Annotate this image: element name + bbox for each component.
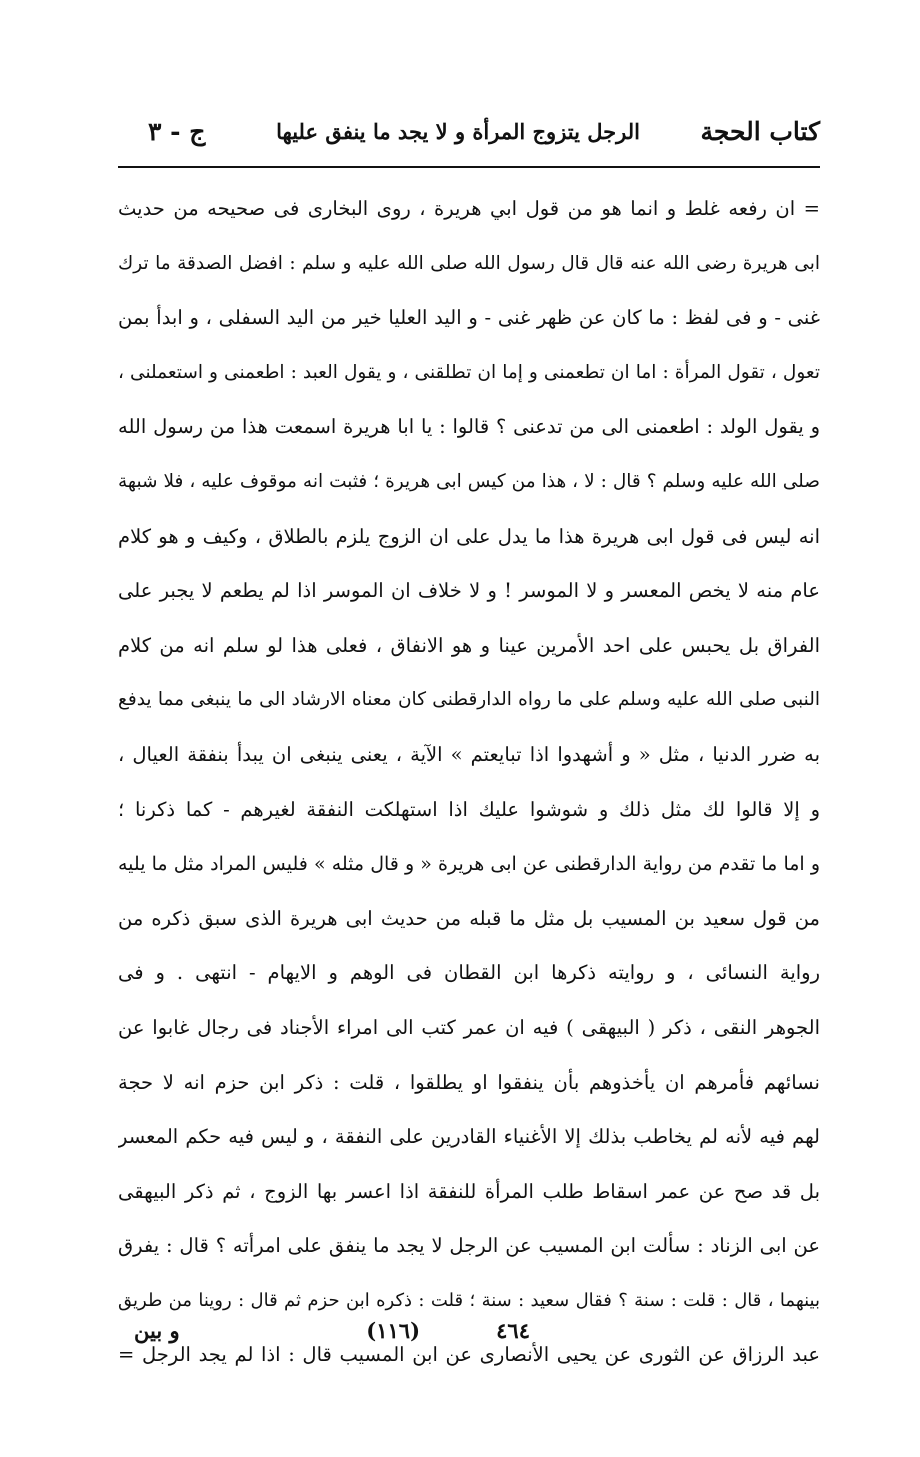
body-text — [118, 182, 820, 1383]
text-line: تعول ، تقول المرأة : اما ان تطعمنى و إما ان تطلقنى ، و يقول العبد : اطعمنى و استعملنى ، — [118, 361, 820, 383]
text-line: الفراق بل يحبس على احد الأمرين عينا و هو الانفاق ، فعلى هذا لو سلم انه من كلام — [118, 633, 820, 657]
running-header — [118, 100, 820, 160]
text-line: = ان رفعه غلط و انما هو من قول ابي هريرة ، روى البخارى فى صحيحه من حديث — [118, 197, 820, 220]
header-topic: الرجل يتزوج المرأة و لا يجد ما ينفق عليها — [276, 119, 640, 144]
text-line: عام منه لا يخص المعسر و لا الموسر ! و لا خلاف ان الموسر اذا لم يطعم لا يجبر على — [118, 579, 820, 603]
text-line: نسائهم فأمرهم ان يأخذوهم بأن ينفقوا او يطلقوا ، قلت : ذكر ابن حزم انه لا حجة — [118, 1070, 820, 1094]
text-line: و اما ما تقدم من رواية الدارقطنى عن ابى هريرة « و قال مثله » فليس المراد مثل ما يليه — [118, 853, 820, 876]
text-line: عبد الرزاق عن الثورى عن يحيى الأنصارى عن ابن المسيب قال : اذا لم يجد الرجل = — [118, 1343, 820, 1367]
header-book-title: كتاب الحجة — [700, 117, 820, 146]
signature-mark: (١١٦) — [366, 1318, 420, 1343]
text-line: لهم فيه لأنه لم يخاطب بذلك إلا الأغنياء القادرين على النفقة ، و ليس فيه حكم المعسر — [118, 1125, 820, 1149]
text-line: بينهما ، قال : قلت : سنة ؟ فقال سعيد : سنة ؛ قلت : ذكره ابن حزم ثم قال : روينا من طريق — [118, 1289, 820, 1311]
text-line: من قول سعيد بن المسيب بل مثل ما قبله من حديث ابى هريرة الذى سبق ذكره من — [118, 906, 820, 930]
header-volume: ج - ٣ — [148, 117, 206, 146]
page-footer — [118, 1310, 820, 1354]
text-line: عن ابى الزناد : سألت ابن المسيب عن الرجل لا يجد ما ينفق على امرأته ؟ قال : يفرق — [118, 1234, 820, 1258]
page-number: ٤٦٤ — [496, 1318, 530, 1343]
text-line: بل قد صح عن عمر اسقاط طلب المرأة للنفقة اذا اعسر بها الزوج ، ثم ذكر البيهقى — [118, 1179, 820, 1203]
text-line: غنى - و فى لفظ : ما كان عن ظهر غنى - و اليد العليا خير من اليد السفلى ، و ابدأ بمن — [118, 306, 820, 330]
text-line: صلى الله عليه وسلم ؟ قال : لا ، هذا من كيس ابى هريرة ؛ فثبت انه موقوف عليه ، فلا شبهة — [118, 470, 820, 492]
text-line: به ضرر الدنيا ، مثل « و أشهدوا اذا تبايعتم » الآية ، يعنى ينبغى ان يبدأ بنفقة العيال ، — [118, 742, 820, 766]
text-line: و يقول الولد : اطعمنى الى من تدعنى ؟ قالوا : يا ابا هريرة اسمعت هذا من رسول الله — [118, 415, 820, 439]
text-line: انه ليس فى قول ابى هريرة هذا ما يدل على ان الزوج يلزم بالطلاق ، وكيف و هو كلام — [118, 524, 820, 548]
catchword: و بين — [134, 1318, 180, 1343]
text-line: و إلا قالوا لك مثل ذلك و شوشوا عليك اذا استهلكت النفقة لغيرهم - كما ذكرنا ؛ — [118, 797, 820, 821]
header-rule — [118, 166, 820, 168]
text-line: رواية النسائى ، و روايته ذكرها ابن القطان فى الوهم و الايهام - انتهى . و فى — [118, 961, 820, 985]
text-line: النبى صلى الله عليه وسلم على ما رواه الدارقطنى كان معناه الارشاد الى ما ينبغى مما يدفع — [118, 689, 820, 711]
text-line: ابى هريرة رضى الله عنه قال قال رسول الله صلى الله عليه و سلم : افضل الصدقة ما ترك — [118, 252, 820, 274]
text-line: الجوهر النقى ، ذكر ( البيهقى ) فيه ان عمر كتب الى امراء الأجناد فى رجال غابوا عن — [118, 1015, 820, 1039]
